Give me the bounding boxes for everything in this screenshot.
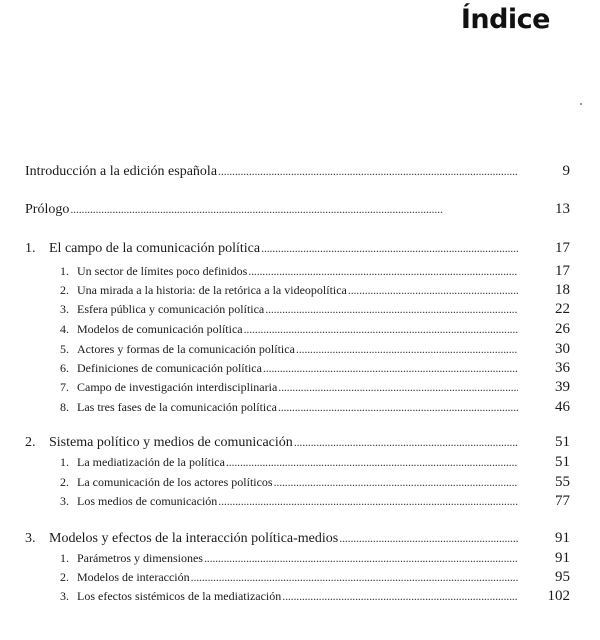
toc-entry-number: 2. (60, 570, 69, 584)
toc-entry-title: Introducción a la edición española (25, 164, 218, 179)
toc-section-entry (25, 454, 570, 476)
dot-leader (278, 400, 518, 415)
toc-entry-number: 3. (60, 589, 69, 603)
toc-entry-title: La comunicación de los actores políticos (77, 475, 273, 489)
toc-entry-number: 2. (60, 475, 69, 489)
toc-entry-number: 1. (60, 551, 69, 565)
toc-section-entry (25, 321, 570, 343)
dot-leader (274, 475, 518, 490)
toc-chapter-entry (25, 530, 570, 552)
toc-section-entry (25, 379, 570, 401)
toc-page-number: 13 (555, 201, 570, 217)
dot-leader (244, 322, 518, 337)
toc-page-number: 55 (555, 474, 570, 490)
dot-leader (339, 531, 518, 547)
toc-page-number: 18 (555, 282, 570, 298)
dot-leader (282, 589, 518, 604)
toc-entry-number: 2. (25, 435, 36, 450)
toc-section-entry (25, 493, 570, 515)
toc-page-number: 17 (555, 263, 570, 279)
toc-entry-title: Parámetros y dimensiones (77, 551, 203, 565)
toc-entry-title: Un sector de límites poco definidos (77, 264, 248, 278)
dot-leader (204, 551, 518, 566)
toc-entry-title: Una mirada a la historia: de la retórica a la videopolítica (77, 283, 347, 297)
toc-entry-number: 2. (60, 283, 69, 297)
toc-entry-title: Prólogo (25, 202, 70, 217)
toc-entry-number: 7. (60, 380, 69, 394)
toc-entry-title: Actores y formas de la comunicación política (77, 342, 295, 356)
toc-section-entry (25, 588, 570, 610)
toc-entry-title: Modelos y efectos de la interacción política-medios (49, 531, 339, 546)
toc-page-number: 22 (555, 301, 570, 317)
toc-entry-title: Sistema político y medios de comunicación (49, 435, 293, 450)
toc-page-number: 26 (555, 321, 570, 337)
toc-entry-title: Modelos de interacción (77, 570, 190, 584)
toc-page-number: 17 (555, 240, 570, 256)
toc-entry-title: Las tres fases de la comunicación política (77, 400, 277, 414)
toc-page-number: 36 (555, 360, 570, 376)
toc-entry-title: La mediatización de la política (77, 455, 225, 469)
dot-leader (296, 342, 518, 357)
toc-page-number: 46 (555, 399, 570, 415)
toc-entry-number: 1. (60, 264, 69, 278)
toc-chapter-entry (25, 163, 570, 185)
toc-entry-number: 4. (60, 322, 69, 336)
dot-leader (191, 570, 518, 585)
dot-leader (218, 494, 518, 509)
toc-page-number: 9 (562, 163, 570, 179)
toc-entry-number: 3. (25, 531, 36, 546)
toc-entry-number: 5. (60, 342, 69, 356)
toc-entry-title: Esfera pública y comunicación política (77, 302, 265, 316)
toc-page-number: 51 (555, 454, 570, 470)
toc-section-entry (25, 399, 570, 421)
dot-leader (294, 435, 518, 451)
dot-leader (226, 455, 518, 470)
toc-entry-number: 1. (60, 455, 69, 469)
dot-leader (218, 164, 518, 180)
toc-entry-title: Campo de investigación interdisciplinaria (77, 380, 278, 394)
toc-entry-title: Definiciones de comunicación política (77, 361, 262, 375)
toc-page-number: 30 (555, 341, 570, 357)
toc-entry-number: 3. (60, 302, 69, 316)
toc-entry-title: Los efectos sistémicos de la mediatización (77, 589, 282, 603)
dot-leader (248, 264, 518, 279)
toc-entry-title: Modelos de comunicación política (77, 322, 243, 336)
toc-entry-number: 1. (25, 241, 36, 256)
toc-entry-number: 6. (60, 361, 69, 375)
dot-leader (278, 380, 518, 395)
toc-page-number: 95 (555, 569, 570, 585)
toc-page-number: 91 (555, 550, 570, 566)
toc-chapter-entry (25, 434, 570, 456)
dot-leader (263, 361, 518, 376)
toc-section-entry (25, 301, 570, 323)
dot-leader (70, 202, 518, 218)
dot-leader (265, 302, 518, 317)
toc-entry-title: El campo de la comunicación política (49, 241, 261, 256)
toc-entry-number: 3. (60, 494, 69, 508)
toc-page-number: 51 (555, 434, 570, 450)
toc-entry-title: Los medios de comunicación (77, 494, 218, 508)
toc-chapter-entry (25, 240, 570, 262)
toc-page-number: 77 (555, 493, 570, 509)
page-title: Índice (460, 4, 550, 35)
toc-page-number: 91 (555, 530, 570, 546)
toc-page-number: 39 (555, 379, 570, 395)
toc-chapter-entry (25, 201, 570, 223)
toc-entry-number: 8. (60, 400, 69, 414)
toc-page-number: 102 (547, 588, 570, 604)
scan-speck (580, 103, 582, 105)
dot-leader (348, 283, 518, 298)
dot-leader (261, 241, 518, 257)
